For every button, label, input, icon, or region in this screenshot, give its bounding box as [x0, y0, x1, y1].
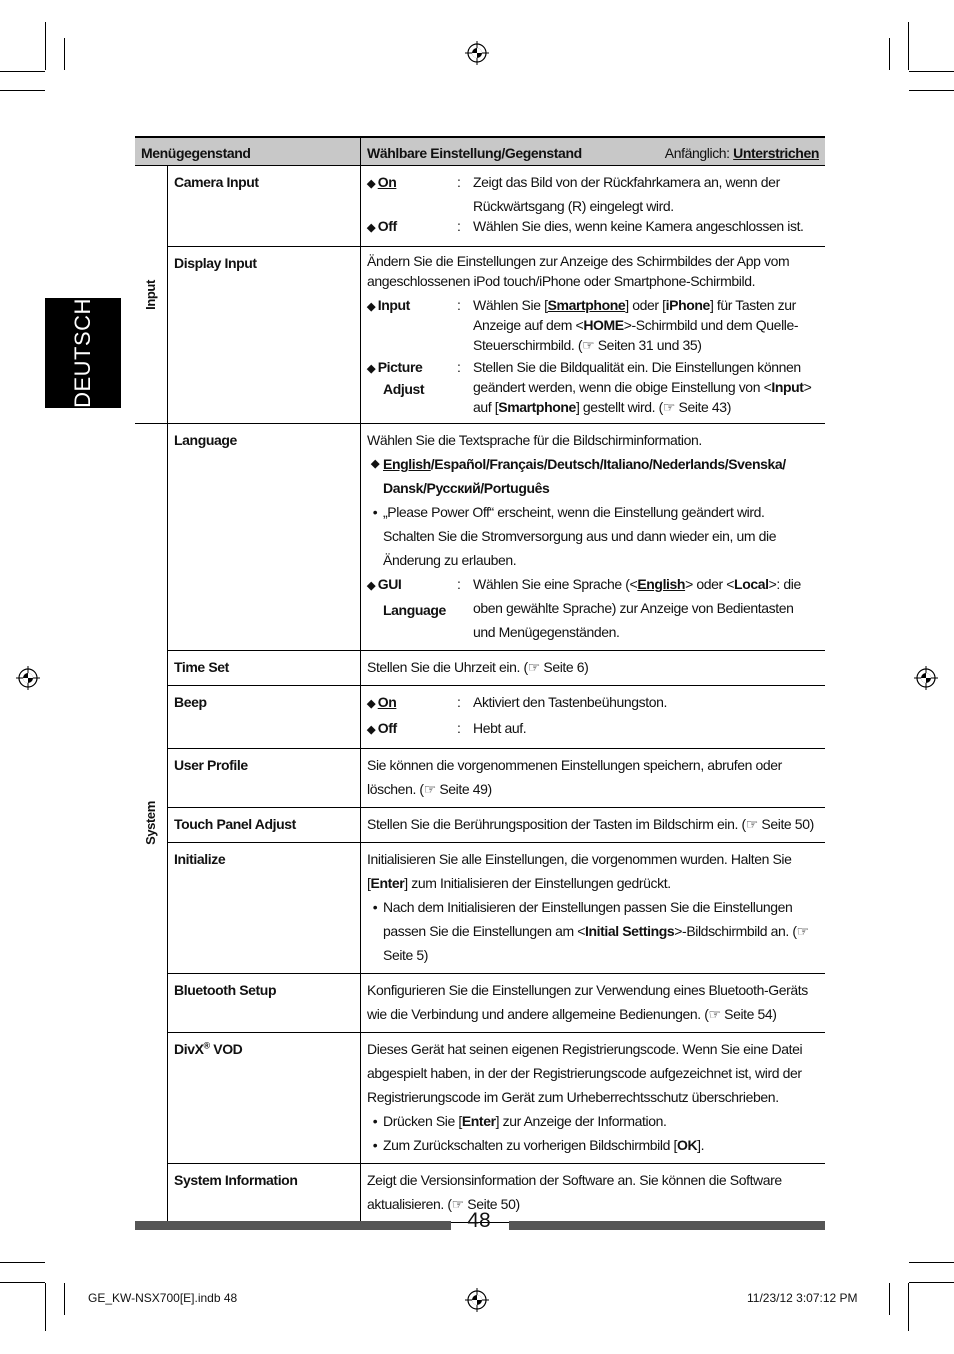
header-setting-label: Wählbare Einstellung/Gegenstand	[367, 145, 582, 161]
group-input: Input	[135, 166, 168, 424]
registration-mark-icon	[914, 666, 938, 690]
crop-mark	[908, 1283, 909, 1331]
crop-mark	[908, 22, 909, 70]
table-row: Bluetooth Setup Konfigurieren Sie die Einstellungen zur Verwendung eines Bluetooth-Geräts wie die Verbindung und andere allgemeine Bedienungen. (☞ Seite 54)	[135, 974, 825, 1033]
table-row: Time Set Stellen Sie die Uhrzeit ein. (☞ Seite 6)	[135, 651, 825, 686]
crop-mark	[889, 38, 890, 70]
footer-file-info: GE_KW-NSX700[E].indb 48	[88, 1291, 238, 1305]
item-system-information: System Information	[168, 1164, 361, 1223]
settings-table	[135, 136, 825, 1223]
crop-mark	[0, 71, 45, 72]
group-system: System	[135, 424, 168, 1223]
table-row: Input Camera Input ◆ On : Zeigt das Bild von der Rückfahrkamera an, wenn der Rückwärtsgang (R) eingelegt wird. ◆ Off : Wählen Sie dies, wenn keine Kamera angeschlossen ist.	[135, 166, 825, 247]
crop-mark	[64, 1283, 65, 1315]
language-side-tab	[45, 298, 121, 408]
crop-mark	[45, 1283, 46, 1331]
crop-mark	[909, 1262, 954, 1263]
item-time-set: Time Set	[168, 651, 361, 686]
crop-mark	[64, 38, 65, 70]
item-touch-panel-adjust: Touch Panel Adjust	[168, 808, 361, 843]
crop-mark	[0, 90, 45, 91]
crop-mark	[909, 90, 954, 91]
item-initialize: Initialize	[168, 843, 361, 974]
footer-bar-left	[135, 1221, 451, 1230]
table-row: Display Input Ändern Sie die Einstellungen zur Anzeige des Schirmbildes der App vom angeschlossenen iPod touch/iPhone oder Smartphone-Schirmbild. ◆ Input : Wählen Sie [Smartphone] oder [iPhone] für Tasten zur Anzeige auf dem <HOME>-Schirmbild und dem Quelle-Steuerschirmbild. (☞ Seiten 31 und 35) ◆ Picture Adjust : Stellen Sie die Bildqualität ein. Die Einstellungen können geändert werden, wenn die obige Einstellung von <Input> auf [Smartphone] gestellt wird. (☞ Seite 43)	[135, 247, 825, 424]
header-menu-item: Menügegenstand	[135, 137, 361, 166]
page-number: 48	[467, 1209, 491, 1232]
crop-mark	[0, 1262, 45, 1263]
table-row: System Information Zeigt die Versionsinformation der Software an. Sie können die Software aktualisieren. (☞ Seite 50)	[135, 1164, 825, 1223]
registration-mark-icon	[465, 41, 489, 65]
item-user-profile: User Profile	[168, 749, 361, 808]
footer-bar-right	[509, 1221, 825, 1230]
side-tab-label: DEUTSCH	[70, 298, 95, 408]
table-header	[135, 137, 825, 166]
crop-mark	[0, 1282, 45, 1283]
table-row: Beep ◆ On : Aktiviert den Tastenbeühungston. ◆ Off : Hebt auf.	[135, 686, 825, 749]
item-bluetooth-setup: Bluetooth Setup	[168, 974, 361, 1033]
item-language: Language	[168, 424, 361, 651]
header-initial: Anfänglich: Unterstrichen	[664, 145, 819, 161]
item-beep: Beep	[168, 686, 361, 749]
item-camera-input: Camera Input	[168, 166, 361, 247]
item-display-input: Display Input	[168, 247, 361, 424]
footer-timestamp: 11/23/12 3:07:12 PM	[747, 1291, 858, 1305]
table-row: Touch Panel Adjust Stellen Sie die Berührungsposition der Tasten im Bildschirm ein. (☞ Seite 50)	[135, 808, 825, 843]
table-row: User Profile Sie können die vorgenommenen Einstellungen speichern, abrufen oder löschen. (☞ Seite 49)	[135, 749, 825, 808]
crop-mark	[889, 1283, 890, 1315]
table-row: System Language Wählen Sie die Textsprache für die Bildschirminformation. ◆ English/Español/Français/Deutsch/Italiano/Nederlands/Svenska/ Dansk/Русский/Português • „Please Power Off“ erscheint, wenn die Einstellung geändert wird. Schalten Sie die Stromversorgung aus und dann wieder ein, um die Änderung zu erlauben. ◆ GUI Language : Wählen Sie eine Sprache (<English> oder <Local>: die oben gewählte Sprache) zur Anzeige von Bedientasten und Menügegenständen.	[135, 424, 825, 651]
crop-mark	[45, 22, 46, 70]
registration-mark-icon	[16, 666, 40, 690]
table-row: DivX® VOD Dieses Gerät hat seinen eigenen Registrierungscode. Wenn Sie eine Datei abgespielt haben, in der der Registrierungscode aufgezeichnet ist, wird der Registrierungscode im Gerät zum Urheberrechtsschutz überschrieben. • Drücken Sie [Enter] zur Anzeige der Information. • Zum Zurückschalten zu vorherigen Bildschirmbild [OK].	[135, 1033, 825, 1164]
crop-mark	[909, 1282, 954, 1283]
header-setting	[361, 137, 826, 166]
item-divx-vod: DivX® VOD	[168, 1033, 361, 1164]
registration-mark-icon	[465, 1288, 489, 1312]
table-row: Initialize Initialisieren Sie alle Einstellungen, die vorgenommen wurden. Halten Sie [Enter] zum Initialisieren der Einstellungen gedrückt. • Nach dem Initialisieren der Einstellungen passen Sie die Einstellungen passen Sie die Einstellungen am <Initial Settings>-Bildschirmbild an. (☞ Seite 5)	[135, 843, 825, 974]
crop-mark	[909, 71, 954, 72]
